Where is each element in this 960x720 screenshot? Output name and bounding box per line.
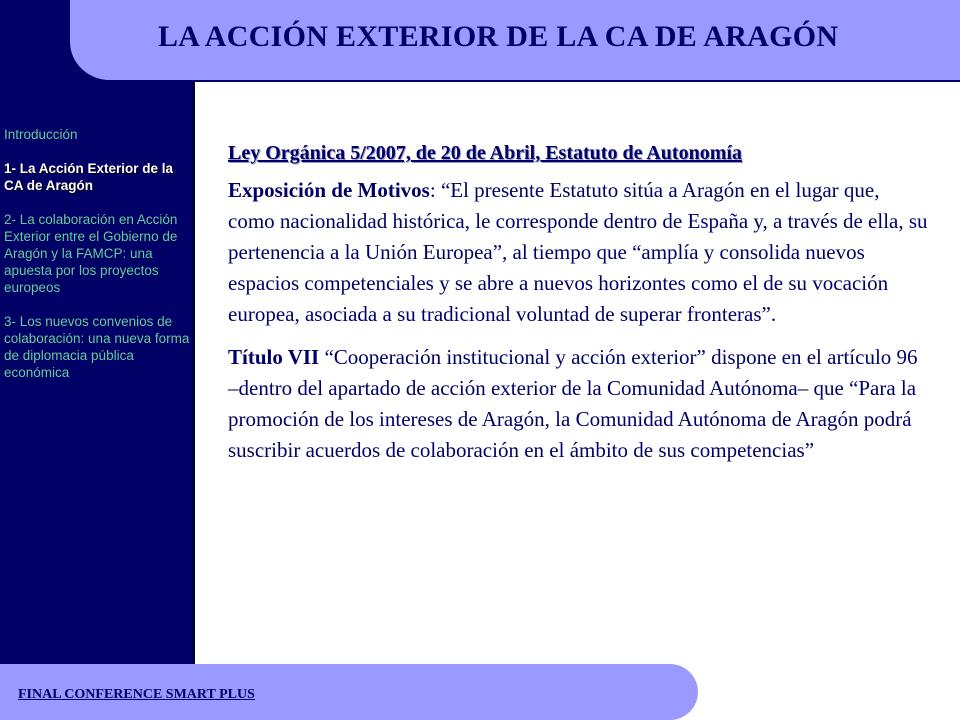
paragraph-titulo-vii xyxy=(228,342,928,466)
page-title: LA ACCIÓN EXTERIOR DE LA CA DE ARAGÓN xyxy=(158,20,839,53)
sidebar-nav xyxy=(4,126,192,398)
paragraph-lead: Exposición de Motivos xyxy=(228,178,430,202)
sidebar-item-accion-exterior[interactable]: 1- La Acción Exterior de la CA de Aragón xyxy=(4,161,174,193)
law-heading: Ley Orgánica 5/2007, de 20 de Abril, Estatuto de Autonomía xyxy=(228,142,742,164)
paragraph-lead: Título VII xyxy=(228,345,320,369)
main-content xyxy=(228,142,928,478)
paragraph-text: : “El presente Estatuto sitúa a Aragón en el lugar que, como nacionalidad histórica, le corresponde dentro de España y, a través de ella, su pertenencia a la Unión Europea”, al tiempo que “amplía y consolida nuevos espacios competenciales y se abre a nuevos horizontes como el de su vocación europea, asociada a su tradicional voluntad de superar fronteras”. xyxy=(228,178,928,326)
paragraph-exposicion xyxy=(228,175,928,330)
sidebar-divider xyxy=(192,0,195,720)
sidebar-item-colaboracion[interactable]: 2- La colaboración en Acción Exterior entre el Gobierno de Aragón y la FAMCP: una apuesta por los proyectos europeos xyxy=(4,212,178,295)
sidebar-item-introduccion[interactable]: Introducción xyxy=(4,127,78,142)
sidebar-item-nuevos-convenios[interactable]: 3- Los nuevos convenios de colaboración: una nueva forma de diplomacia pública económica xyxy=(4,314,190,380)
paragraph-text: “Cooperación institucional y acción exterior” dispone en el artículo 96 –dentro del apartado de acción exterior de la Comunidad Autónoma– que “Para la promoción de los intereses de Aragón, la Comunidad Autónoma de Aragón podrá suscribir acuerdos de colaboración en el ámbito de sus competencias” xyxy=(228,345,918,462)
footer-label: FINAL CONFERENCE SMART PLUS xyxy=(18,687,255,702)
